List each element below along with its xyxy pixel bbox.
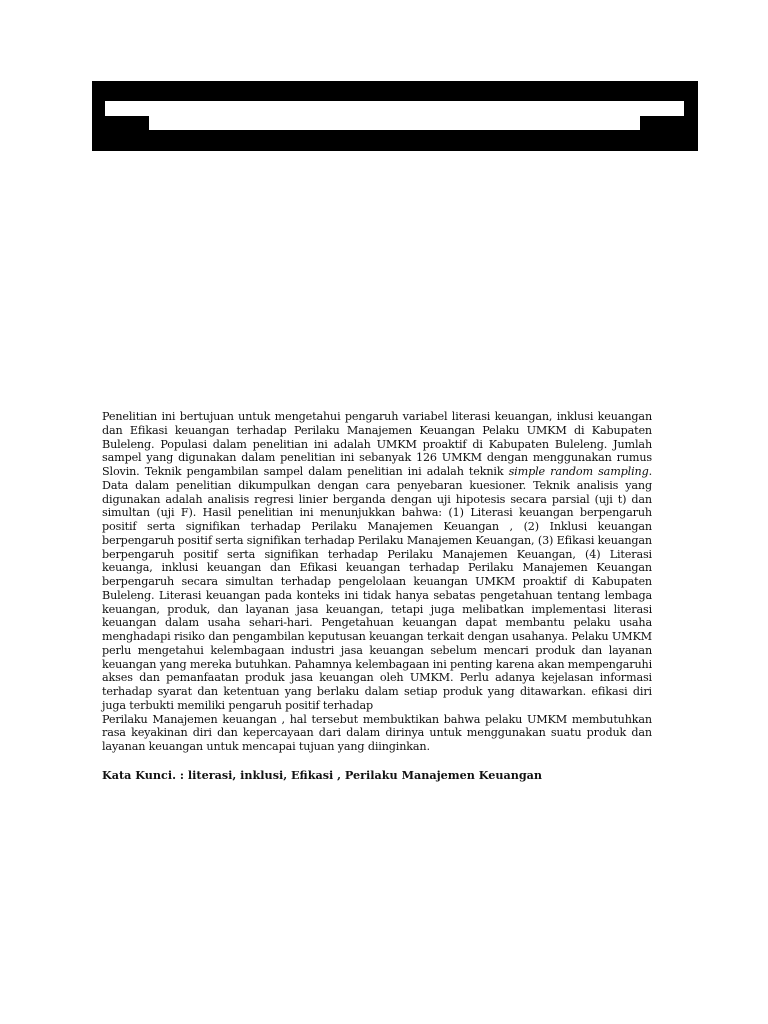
redacted-title-block: [92, 81, 698, 151]
abstract-paragraph-1: [102, 410, 652, 713]
abstract-body: [102, 410, 652, 754]
abstract-italic-term: simple random sampling: [508, 465, 649, 478]
redaction-bar-bottom: [149, 116, 640, 130]
abstract-paragraph-2: Perilaku Manajemen keuangan , hal tersebut membuktikan bahwa pelaku UMKM membutuhkan rasa keyakinan diri dan kepercayaan dari dalam dirinya untuk menggunakan suatu produk dan layanan keuangan untuk mencapai tujuan yang diinginkan.: [102, 712, 652, 753]
abstract-text-1: Penelitian ini bertujuan untuk mengetahui pengaruh variabel literasi keuangan, inklusi keuangan dan Efikasi keuangan terhadap Perilaku Manajemen Keuangan Pelaku UMKM di Kabupaten Buleleng. Populasi dalam penelitian ini adalah UMKM proaktif di Kabupaten Buleleng. Jumlah sampel yang digunakan dalam penelitian ini sebanyak 126 UMKM dengan menggunakan rumus Slovin. Teknik pengambilan sampel dalam penelitian ini adalah teknik: [102, 410, 652, 478]
redaction-bar-top: [105, 101, 684, 116]
abstract-text-2: . Data dalam penelitian dikumpulkan dengan cara penyebaran kuesioner. Teknik analisis yang digunakan adalah analisis regresi linier berganda dengan uji hipotesis secara parsial (uji t) dan simultan (uji F). Hasil penelitian ini menunjukkan bahwa: (1) Literasi keuangan berpengaruh positif serta signifikan terhadap Perilaku Manajemen Keuangan , (2) Inklusi keuangan berpengaruh positif serta signifikan terhadap Perilaku Manajemen Keuangan, (3) Efikasi keuangan berpengaruh positif serta signifikan terhadap Perilaku Manajemen Keuangan, (4) Literasi keuanga, inklusi keuangan dan Efikasi keuangan terhadap Perilaku Manajemen Keuangan berpengaruh secara simultan terhadap pengelolaan keuangan UMKM proaktif di Kabupaten Buleleng. Literasi keuangan pada konteks ini tidak hanya sebatas pengetahuan tentang lembaga keuangan, produk, dan layanan jasa keuangan, tetapi juga melibatkan implementasi literasi keuangan dalam usaha sehari-hari. Pengetahuan keuangan dapat membantu pelaku usaha menghadapi risiko dan pengambilan keputusan keuangan terkait dengan usahanya. Pelaku UMKM perlu mengetahui kelembagaan industri jasa keuangan sebelum mencari produk dan layanan keuangan yang mereka butuhkan. Pahamnya kelembagaan ini penting karena akan mempengaruhi akses dan pemanfaatan produk jasa keuangan oleh UMKM. Perlu adanya kejelasan informasi terhadap syarat dan ketentuan yang berlaku dalam setiap produk yang ditawarkan. efikasi diri juga terbukti memiliki pengaruh positif terhadap: [102, 465, 652, 712]
keywords-line: Kata Kunci. : literasi, inklusi, Efikasi , Perilaku Manajemen Keuangan: [102, 768, 543, 782]
